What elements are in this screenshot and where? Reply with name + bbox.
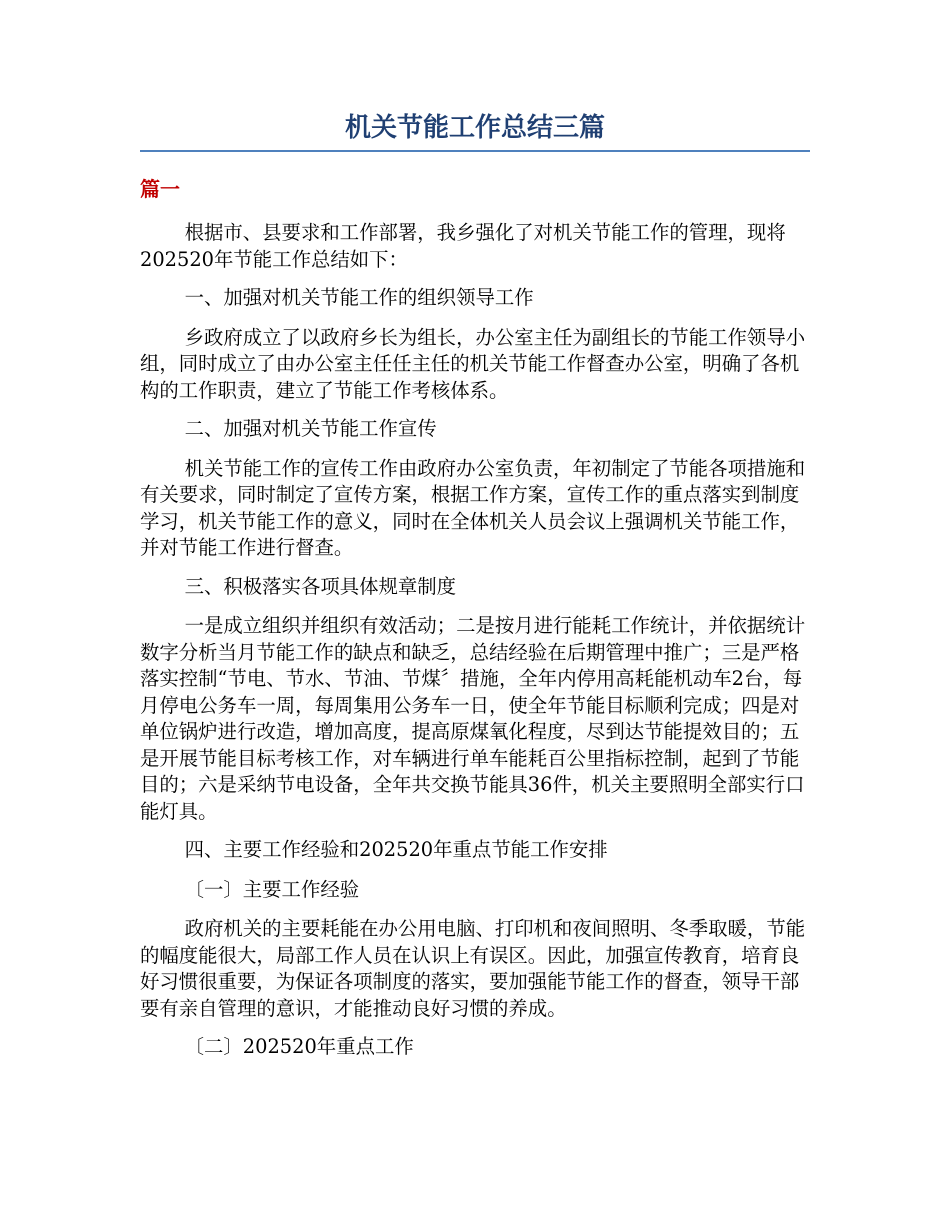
section-heading: 篇一 [140, 177, 180, 201]
paragraph-intro: 根据市、县要求和工作部署，我乡强化了对机关节能工作的管理，现将202520年节能工作总结如下： [140, 221, 786, 271]
subheading-4-2: 〔二〕202520年重点工作 [184, 1035, 414, 1058]
paragraph-1: 乡政府成立了以政府乡长为组长，办公室主任为副组长的节能工作领导小组，同时成立了由办公室主任任主任的机关节能工作督查办公室，明确了各机构的工作职责，建立了节能工作考核体系。 [140, 325, 806, 402]
subheading-1: 一、加强对机关节能工作的组织领导工作 [184, 286, 534, 309]
subheading-3: 三、积极落实各项具体规章制度 [184, 574, 457, 598]
subheading-4: 四、主要工作经验和202520年重点节能工作安排 [184, 838, 608, 861]
document-body [140, 220, 810, 1074]
paragraph-2: 机关节能工作的宣传工作由政府办公室负责，年初制定了节能各项措施和有关要求，同时制定了宣传方案，根据工作方案，宣传工作的重点落实到制度学习，机关节能工作的意义，同时在全体机关人员会议上强调机关节能工作，并对节能工作进行督查。 [140, 456, 806, 559]
document-title: 机关节能工作总结三篇 [344, 113, 605, 143]
paragraph-3: 一是成立组织并组织有效活动；二是按月进行能耗工作统计，并依据统计数字分析当月节能工作的缺点和缺乏，总结经验在后期管理中推广；三是严格落实控制“节电、节水、节油、节煤〞措施，全年内停用高耗能机动车2台，每月停电公务车一周，每周集用公务车一日，使全年节能目标顺利完成；四是对单位锅炉进行改造，增加高度，提高原煤氧化程度，尽到达节能提效目的；五是开展节能目标考核工作，对车辆进行单车能耗百公里指标控制，起到了节能目的；六是采纳节电设备，全年共交换节能具36件，机关主要照明全部实行口能灯具。 [140, 614, 806, 823]
title-underline [140, 150, 810, 152]
subheading-4-1: 〔一〕主要工作经验 [184, 877, 360, 901]
paragraph-4: 政府机关的主要耗能在办公用电脑、打印机和夜间照明、冬季取暖，节能的幅度能很大，局部工作人员在认识上有误区。因此，加强宣传教育，培育良好习惯很重要，为保证各项制度的落实，要加强能节能工作的督查，领导干部要有亲自管理的意识，才能推动良好习惯的养成。 [140, 917, 806, 1020]
subheading-2: 二、加强对机关节能工作宣传 [184, 417, 437, 440]
